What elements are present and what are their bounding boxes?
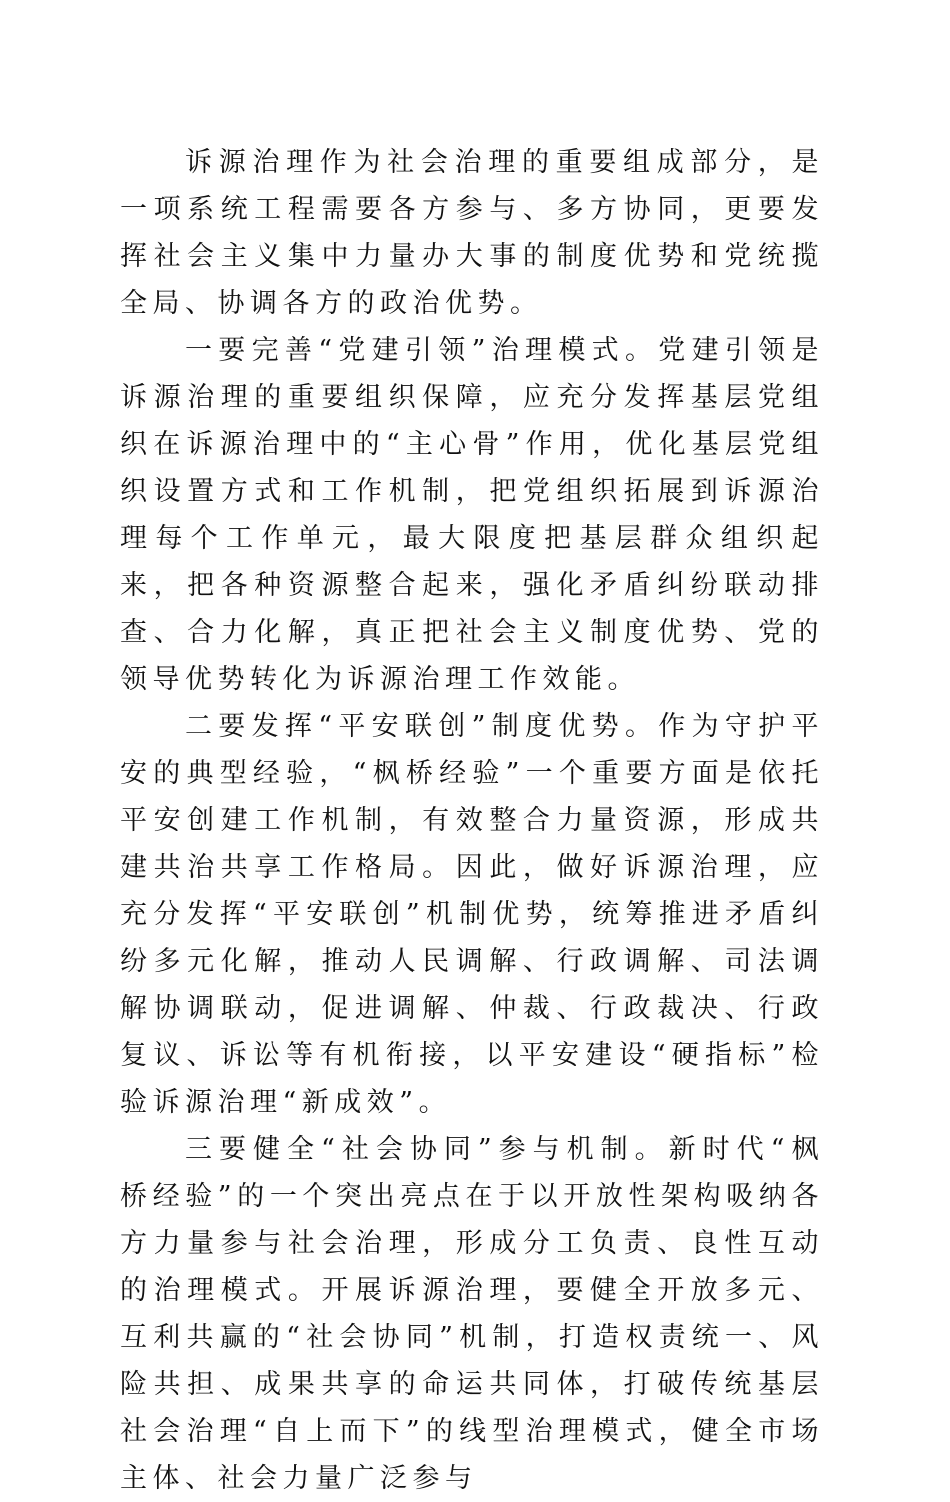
document-body — [120, 139, 824, 1502]
paragraph-peace-cocreation: 二要发挥“平安联创”制度优势。作为守护平安的典型经验，“枫桥经验”一个重要方面是依托平安创建工作机制，有效整合力量资源，形成共建共治共享工作格局。因此，做好诉源治理，应充分发挥“平安联创”机制优势，统筹推进矛盾纠纷多元化解，推动人民调解、行政调解、司法调解协调联动，促进调解、仲裁、行政裁决、行政复议、诉讼等有机衔接，以平安建设“硬指标”检验诉源治理“新成效”。 — [120, 711, 824, 1118]
paragraph-social-coordination: 三要健全“社会协同”参与机制。新时代“枫桥经验”的一个突出亮点在于以开放性架构吸纳各方力量参与社会治理，形成分工负责、良性互动的治理模式。开展诉源治理，要健全开放多元、互利共赢的“社会协同”机制，打造权责统一、风险共担、成果共享的命运共同体，打破传统基层社会治理“自上而下”的线型治理模式，健全市场主体、社会力量广泛参与 — [120, 1134, 824, 1494]
paragraph-party-leadership: 一要完善“党建引领”治理模式。党建引领是诉源治理的重要组织保障，应充分发挥基层党组织在诉源治理中的“主心骨”作用，优化基层党组织设置方式和工作机制，把党组织拓展到诉源治理每个工作单元，最大限度把基层群众组织起来，把各种资源整合起来，强化矛盾纠纷联动排查、合力化解，真正把社会主义制度优势、党的领导优势转化为诉源治理工作效能。 — [120, 335, 824, 695]
paragraph-intro: 诉源治理作为社会治理的重要组成部分，是一项系统工程需要各方参与、多方协同，更要发挥社会主义集中力量办大事的制度优势和党统揽全局、协调各方的政治优势。 — [120, 147, 824, 319]
